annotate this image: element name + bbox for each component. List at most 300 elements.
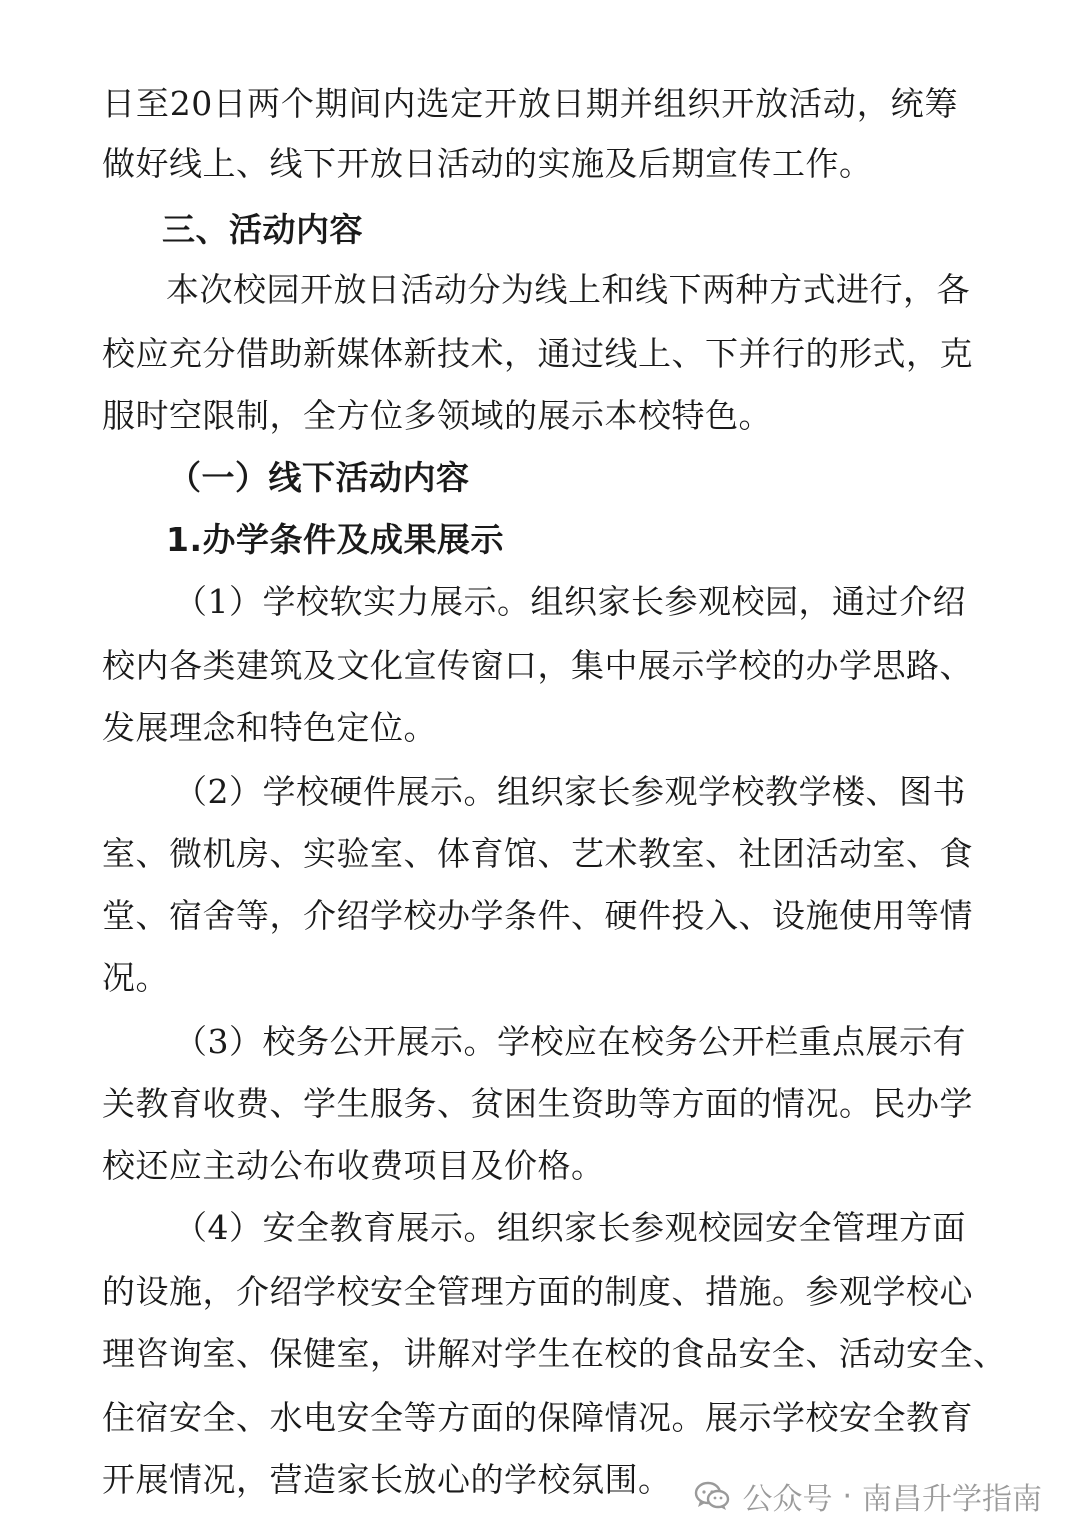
glyph: 校	[102, 334, 136, 373]
glyph: 组	[653, 84, 687, 123]
glyph: 示	[430, 1208, 464, 1247]
glyph: 、	[269, 1084, 303, 1123]
glyph: 。	[772, 1272, 806, 1311]
glyph: 家	[597, 582, 631, 621]
paragraph-line	[102, 834, 973, 874]
glyph: 校	[906, 1272, 940, 1311]
glyph: 资	[571, 1084, 605, 1123]
glyph: 筑	[269, 646, 303, 685]
glyph: 等	[638, 1084, 672, 1123]
glyph: 学	[839, 646, 873, 685]
glyph: 育	[169, 1084, 203, 1123]
glyph: 件	[638, 896, 672, 935]
glyph: 长	[597, 772, 631, 811]
glyph: 通	[832, 582, 866, 621]
glyph: 校	[805, 1398, 839, 1437]
glyph: 应	[135, 334, 169, 373]
glyph: 的	[638, 1334, 672, 1373]
glyph: 重	[798, 1022, 832, 1061]
glyph: 形	[839, 334, 873, 373]
glyph: 线	[635, 270, 669, 309]
watermark-separator: ·	[842, 1478, 852, 1514]
glyph: 参	[805, 1272, 839, 1311]
glyph: 期	[314, 84, 349, 123]
glyph: 安	[262, 1208, 296, 1247]
glyph: 家	[564, 1208, 598, 1247]
glyph: 管	[437, 1272, 471, 1311]
glyph: 展	[865, 1022, 899, 1061]
glyph: 理	[865, 1208, 899, 1247]
glyph: 有	[932, 1022, 966, 1061]
glyph: 活	[839, 1334, 873, 1373]
wechat-icon	[694, 1481, 730, 1511]
glyph: 种	[735, 270, 769, 309]
watermark	[690, 1474, 1046, 1518]
glyph: 及	[303, 646, 337, 685]
glyph: 内	[382, 84, 416, 123]
glyph: 学	[772, 1398, 806, 1437]
glyph: 长	[631, 582, 665, 621]
glyph: 校	[738, 646, 772, 685]
glyph: 式	[802, 270, 836, 309]
glyph: 绍	[269, 1272, 303, 1311]
glyph: 参	[631, 772, 665, 811]
glyph: 件	[537, 896, 571, 935]
paragraph-line	[102, 1334, 1007, 1374]
glyph: 学	[470, 896, 504, 935]
glyph: 软	[329, 582, 363, 621]
paragraph-line	[102, 84, 958, 124]
glyph: 学	[262, 582, 296, 621]
glyph: 等	[906, 896, 940, 935]
glyph: 定	[450, 84, 484, 123]
glyph: 绍	[336, 896, 370, 935]
glyph: 况	[638, 1398, 672, 1437]
glyph: 安	[370, 1272, 404, 1311]
glyph: 安	[738, 1334, 772, 1373]
glyph: 校	[698, 1208, 732, 1247]
glyph: 面	[705, 1084, 739, 1123]
glyph: 借	[236, 334, 270, 373]
glyph: 园	[765, 582, 799, 621]
glyph: 硬	[604, 896, 638, 935]
glyph: 体	[437, 834, 471, 873]
glyph: 、	[437, 1084, 471, 1123]
glyph: 堂	[102, 896, 136, 935]
glyph: 园	[266, 270, 300, 309]
paragraph-line	[102, 334, 973, 374]
glyph: 媒	[336, 334, 370, 373]
glyph: 室	[336, 1334, 370, 1373]
glyph: 务	[296, 1022, 330, 1061]
paragraph-line: 做好线上、线下开放日活动的实施及后期宣传工作。	[102, 144, 873, 183]
glyph: 内	[135, 646, 169, 685]
glyph: 并	[738, 334, 772, 373]
glyph: ，	[906, 334, 940, 373]
glyph: 育	[939, 1398, 973, 1437]
glyph: 展	[396, 1208, 430, 1247]
glyph: 家	[564, 772, 598, 811]
glyph: ，	[856, 84, 891, 123]
glyph: 、	[236, 1398, 270, 1437]
glyph: 点	[832, 1022, 866, 1061]
glyph: 、	[939, 646, 973, 685]
glyph: 思	[872, 646, 906, 685]
glyph: 。	[671, 1398, 705, 1437]
glyph: 措	[705, 1272, 739, 1311]
glyph: 、	[269, 834, 303, 873]
glyph: 开	[731, 1022, 765, 1061]
glyph: 、	[236, 1334, 270, 1373]
glyph: 图	[899, 772, 933, 811]
glyph: 保	[269, 1334, 303, 1373]
glyph: 学	[705, 646, 739, 685]
glyph: 教	[765, 772, 799, 811]
glyph: 书	[932, 772, 966, 811]
glyph: 健	[303, 1334, 337, 1373]
glyph: 间	[348, 84, 383, 123]
glyph: 学	[939, 1084, 973, 1123]
glyph: ，	[504, 334, 538, 373]
glyph: 放	[755, 84, 789, 123]
glyph: 硬	[329, 772, 363, 811]
glyph: 咨	[135, 1334, 169, 1373]
glyph: 全	[939, 1334, 973, 1373]
glyph: 并	[619, 84, 654, 123]
glyph: 安	[169, 1398, 203, 1437]
glyph: 、	[906, 834, 940, 873]
glyph: 育	[470, 834, 504, 873]
glyph: 询	[169, 1334, 203, 1373]
glyph: 和	[601, 270, 635, 309]
glyph: 组	[530, 582, 564, 621]
glyph: （	[174, 772, 208, 811]
glyph: 化	[370, 646, 404, 685]
glyph: 开	[721, 84, 755, 123]
paragraph-line: 发展理念和特色定位。	[102, 708, 437, 747]
glyph: 微	[169, 834, 203, 873]
glyph: 通	[537, 334, 571, 373]
glyph: ，	[370, 1334, 404, 1373]
glyph: 校	[530, 1022, 564, 1061]
glyph: 动	[839, 834, 873, 873]
glyph: 筹	[924, 84, 958, 123]
glyph: 投	[671, 896, 705, 935]
glyph: 展	[396, 772, 430, 811]
glyph: 类	[202, 646, 236, 685]
glyph: 线	[534, 270, 568, 309]
glyph: ）	[229, 772, 263, 811]
glyph: 用	[872, 896, 906, 935]
glyph: 开	[484, 84, 518, 123]
glyph: 4	[207, 1208, 229, 1247]
glyph: 制	[604, 1272, 638, 1311]
glyph: 安	[839, 1398, 873, 1437]
glyph: 学	[798, 772, 832, 811]
section-heading: 三、活动内容	[162, 210, 363, 249]
glyph: 介	[303, 896, 337, 935]
glyph: 日	[367, 270, 401, 309]
glyph: 3	[207, 1022, 229, 1061]
glyph: 园	[731, 1208, 765, 1247]
glyph: 解	[437, 1334, 471, 1373]
glyph: 、	[403, 834, 437, 873]
glyph: 介	[236, 1272, 270, 1311]
glyph: 。	[463, 1208, 497, 1247]
glyph: 活	[400, 270, 434, 309]
glyph: 室	[370, 834, 404, 873]
glyph: 生	[336, 1084, 370, 1123]
glyph: 机	[202, 834, 236, 873]
glyph: 校	[604, 1334, 638, 1373]
glyph: 口	[504, 646, 538, 685]
glyph: 示	[430, 1022, 464, 1061]
glyph: 育	[363, 1208, 397, 1247]
glyph: 情	[939, 896, 973, 935]
glyph: 教	[329, 1208, 363, 1247]
glyph: 房	[236, 834, 270, 873]
glyph: ，	[798, 582, 832, 621]
glyph: 参	[664, 582, 698, 621]
glyph: 力	[396, 582, 430, 621]
glyph: 栏	[765, 1022, 799, 1061]
glyph: 在	[597, 1022, 631, 1061]
glyph: ）	[229, 1022, 263, 1061]
glyph: 件	[363, 772, 397, 811]
glyph: 、	[135, 834, 169, 873]
glyph: 织	[564, 582, 598, 621]
glyph: 安	[336, 1398, 370, 1437]
glyph: 绍	[932, 582, 966, 621]
glyph: 务	[403, 1084, 437, 1123]
glyph: 观	[664, 1208, 698, 1247]
glyph: 、	[135, 896, 169, 935]
glyph: 集	[571, 646, 605, 685]
glyph: 办	[805, 646, 839, 685]
glyph: 进	[836, 270, 870, 309]
glyph: 组	[497, 772, 531, 811]
watermark-account: 南昌升学指南	[862, 1482, 1042, 1517]
glyph: 各	[936, 270, 970, 309]
glyph: 示	[671, 646, 705, 685]
glyph: 的	[738, 1084, 772, 1123]
glyph: 学	[698, 772, 732, 811]
glyph: 费	[236, 1084, 270, 1123]
glyph: 个	[280, 84, 315, 123]
glyph: 介	[899, 582, 933, 621]
glyph: （	[174, 1022, 208, 1061]
glyph: 校	[403, 896, 437, 935]
glyph: 校	[262, 1022, 296, 1061]
glyph: 舍	[202, 896, 236, 935]
glyph: 放	[333, 270, 367, 309]
glyph: 等	[403, 1398, 437, 1437]
paragraph-line	[174, 1208, 966, 1248]
glyph: 民	[872, 1084, 906, 1123]
glyph: 选	[416, 84, 450, 123]
paragraph-line	[166, 270, 970, 310]
glyph: 方	[437, 1398, 471, 1437]
glyph: 分	[467, 270, 501, 309]
glyph: 新	[403, 334, 437, 373]
glyph: ）	[229, 1208, 263, 1247]
glyph: 过	[571, 334, 605, 373]
glyph: 学	[872, 1272, 906, 1311]
glyph: 办	[437, 896, 471, 935]
glyph: 艺	[571, 834, 605, 873]
glyph: 式	[872, 334, 906, 373]
glyph: 20	[169, 84, 213, 123]
glyph: 展	[430, 582, 464, 621]
glyph: 方	[671, 1084, 705, 1123]
glyph: 上	[568, 270, 602, 309]
glyph: 校	[731, 582, 765, 621]
glyph: 条	[504, 896, 538, 935]
glyph: 观	[698, 582, 732, 621]
glyph: 两	[247, 84, 281, 123]
paragraph-line	[102, 1398, 973, 1438]
glyph: 活	[805, 834, 839, 873]
glyph: 服	[370, 1084, 404, 1123]
glyph: 克	[939, 334, 973, 373]
glyph: 全	[798, 1208, 832, 1247]
glyph: 设	[772, 896, 806, 935]
glyph: 面	[537, 1272, 571, 1311]
paragraph-line: 校还应主动公布收费项目及价格。	[102, 1146, 605, 1185]
glyph: 展	[396, 1022, 430, 1061]
glyph: 况	[805, 1084, 839, 1123]
glyph: 至	[135, 84, 170, 123]
glyph: 关	[102, 1084, 136, 1123]
glyph: 、	[671, 334, 705, 373]
glyph: 安	[765, 1208, 799, 1247]
glyph: 生	[537, 1334, 571, 1373]
glyph: 全	[772, 1334, 806, 1373]
glyph: 全	[403, 1272, 437, 1311]
glyph: 团	[772, 834, 806, 873]
glyph: 助	[269, 334, 303, 373]
glyph: 使	[839, 896, 873, 935]
glyph: 校	[731, 772, 765, 811]
paragraph-line	[174, 582, 966, 622]
glyph: 行	[772, 334, 806, 373]
glyph: 的	[772, 646, 806, 685]
glyph: 日	[551, 84, 586, 123]
glyph: 校	[233, 270, 267, 309]
glyph: 品	[705, 1334, 739, 1373]
glyph: 学	[370, 896, 404, 935]
glyph: 的	[504, 1398, 538, 1437]
glyph: 过	[865, 582, 899, 621]
glyph: 期	[585, 84, 620, 123]
glyph: 应	[564, 1022, 598, 1061]
glyph: 施	[738, 1272, 772, 1311]
glyph: （	[174, 582, 208, 621]
glyph: 贫	[470, 1084, 504, 1123]
glyph: 教	[135, 1084, 169, 1123]
glyph: 施	[805, 896, 839, 935]
glyph: 电	[303, 1398, 337, 1437]
glyph: 等	[236, 896, 270, 935]
glyph: 开	[363, 1022, 397, 1061]
glyph: 放	[518, 84, 552, 123]
glyph: 公	[698, 1022, 732, 1061]
glyph: 安	[906, 1334, 940, 1373]
glyph: 公	[329, 1022, 363, 1061]
glyph: 住	[102, 1398, 136, 1437]
glyph: 务	[664, 1022, 698, 1061]
glyph: 下	[705, 334, 739, 373]
glyph: 日	[213, 84, 247, 123]
glyph: 参	[631, 1208, 665, 1247]
glyph: 方	[899, 1208, 933, 1247]
glyph: 校	[336, 1272, 370, 1311]
glyph: 织	[530, 1208, 564, 1247]
glyph: 窗	[470, 646, 504, 685]
glyph: 动	[822, 84, 857, 123]
glyph: 分	[202, 334, 236, 373]
glyph: 展	[705, 1398, 739, 1437]
glyph: 长	[597, 1208, 631, 1247]
glyph: 线	[604, 334, 638, 373]
glyph: 、	[705, 834, 739, 873]
glyph: 理	[102, 1334, 136, 1373]
glyph: 面	[932, 1208, 966, 1247]
glyph: 的	[805, 334, 839, 373]
glyph: 全	[296, 1208, 330, 1247]
glyph: 次	[199, 270, 233, 309]
glyph: 宿	[135, 1398, 169, 1437]
glyph: 路	[906, 646, 940, 685]
glyph: 校	[296, 772, 330, 811]
glyph: 1	[207, 582, 229, 621]
watermark-label: 公众号	[742, 1482, 833, 1517]
glyph: 理	[470, 1272, 504, 1311]
glyph: 织	[530, 772, 564, 811]
glyph: 心	[939, 1272, 973, 1311]
glyph: 行	[869, 270, 903, 309]
glyph: 教	[638, 834, 672, 873]
glyph: 室	[102, 834, 136, 873]
glyph: 实	[303, 834, 337, 873]
glyph: 在	[571, 1334, 605, 1373]
glyph: 度	[638, 1272, 672, 1311]
glyph: 。	[839, 1084, 873, 1123]
glyph: 、	[865, 772, 899, 811]
glyph: 设	[135, 1272, 169, 1311]
glyph: 传	[437, 646, 471, 685]
glyph: 。	[463, 772, 497, 811]
glyph: 食	[671, 1334, 705, 1373]
item-heading: 1.办学条件及成果展示	[166, 520, 504, 559]
glyph: 活	[789, 84, 823, 123]
glyph: 技	[437, 334, 471, 373]
glyph: 新	[303, 334, 337, 373]
glyph: 开	[300, 270, 334, 309]
glyph: 障	[571, 1398, 605, 1437]
glyph: ）	[229, 582, 263, 621]
glyph: 学	[262, 772, 296, 811]
glyph: 室	[872, 834, 906, 873]
glyph: 学	[497, 1022, 531, 1061]
glyph: 生	[537, 1084, 571, 1123]
glyph: 观	[839, 1272, 873, 1311]
glyph: 楼	[832, 772, 866, 811]
paragraph-line	[102, 1084, 973, 1124]
glyph: 充	[169, 334, 203, 373]
glyph: 施	[169, 1272, 203, 1311]
glyph: 实	[363, 582, 397, 621]
